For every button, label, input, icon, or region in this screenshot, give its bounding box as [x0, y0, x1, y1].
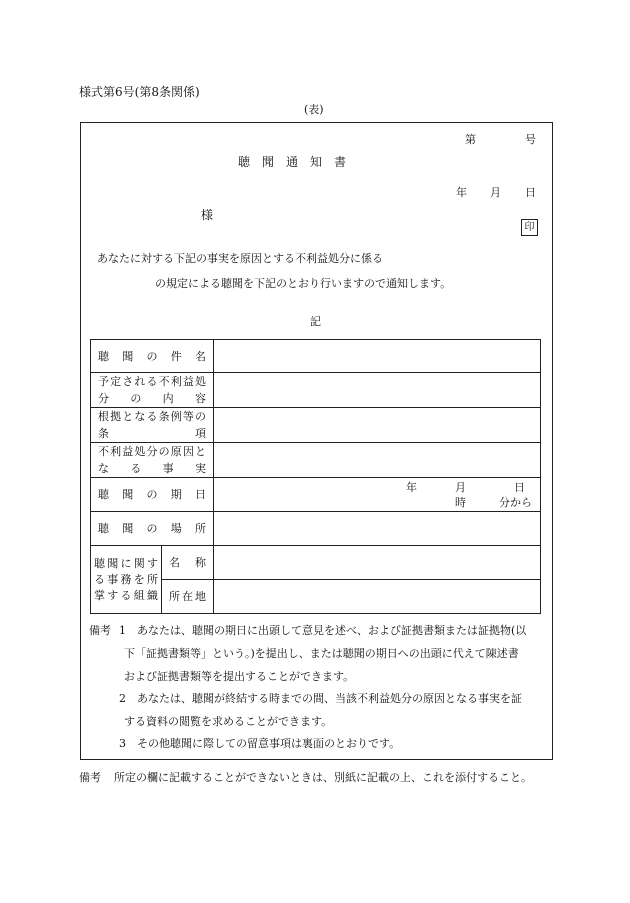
hearing-date-day: 日: [514, 481, 525, 494]
doc-number-suffix: 号: [525, 133, 536, 146]
issue-date-month: 月: [490, 186, 501, 199]
row-label-org-name: 名称: [169, 556, 206, 569]
row-label-org-address: 所在地: [169, 590, 206, 603]
value-cell-org-address: [214, 580, 541, 614]
table-row: [91, 546, 541, 580]
hearing-date-hour: 時: [455, 496, 466, 509]
table-row: [91, 373, 541, 408]
issue-date-year: 年: [456, 186, 467, 199]
hearing-date-month: 月: [455, 481, 466, 494]
note-3-number: 3: [119, 737, 126, 750]
note-1-number: 1: [119, 624, 126, 637]
value-cell-hearing-place: [214, 512, 541, 546]
note-1-line-1: あなたは、聴聞の期日に出頭して意見を述べ、および証拠書類または証拠物(以: [137, 624, 527, 637]
hearing-details-table: [90, 339, 541, 614]
hearing-date-minute: 分から: [499, 496, 532, 509]
note-2-line-1: あなたは、聴聞が終結する時までの間、当該不利益処分の原因となる事実を証: [137, 692, 522, 705]
row-label-planned-action: 予定される不利益処分の内容: [98, 375, 206, 405]
notes-heading: 備考: [89, 624, 111, 637]
note-2-line-2: する資料の閲覧を求めることができます。: [124, 715, 333, 728]
row-label-hearing-place: 聴聞の場所: [98, 522, 206, 535]
value-cell-hearing-date: [214, 478, 541, 512]
note-2-number: 2: [119, 692, 126, 705]
note-1-line-3: および証拠書類等を提出することができます。: [124, 670, 355, 683]
form-number: 様式第6号(第8条関係): [79, 85, 200, 99]
footer-note-text: 所定の欄に記載することができないときは、別紙に記載の上、これを添付すること。: [114, 771, 532, 784]
table-row: [91, 478, 541, 512]
value-cell-case: [214, 340, 541, 373]
intro-line-2: の規定による聴聞を下記のとおり行いますので通知します。: [155, 277, 452, 290]
table-row: [91, 443, 541, 478]
row-label-hearing-date: 聴聞の期日: [98, 488, 206, 501]
addressee-suffix: 様: [201, 208, 214, 222]
row-label-case: 聴聞の件名: [98, 349, 206, 363]
note-1-line-2: 下「証拠書類等」という。)を提出し、または聴聞の期日への出頭に代えて陳述書: [124, 647, 519, 660]
row-label-organization: 聴聞に関する事務を所掌する組織: [94, 556, 158, 602]
table-row: [91, 512, 541, 546]
hearing-date-year: 年: [406, 481, 417, 494]
table-row: [91, 408, 541, 443]
form-side-label: (表): [304, 103, 324, 116]
value-cell-legal-basis: [214, 408, 541, 443]
note-3-line-1: その他聴聞に際しての留意事項は裏面のとおりです。: [137, 737, 401, 750]
footer-note-heading: 備考: [79, 771, 101, 784]
value-cell-org-name: [214, 546, 541, 580]
value-cell-planned-action: [214, 373, 541, 408]
doc-number-prefix: 第: [465, 133, 476, 146]
value-cell-cause-facts: [214, 443, 541, 478]
issue-date-day: 日: [525, 186, 536, 199]
intro-line-1: あなたに対する下記の事実を原因とする不利益処分に係る: [97, 252, 383, 265]
document-title: 聴 聞 通 知 書: [238, 155, 347, 169]
row-label-cause-facts: 不利益処分の原因となる事実: [98, 445, 206, 475]
seal-mark: 印: [521, 219, 538, 236]
row-label-legal-basis: 根拠となる条例等の条項: [98, 410, 206, 440]
ki-heading: 記: [310, 315, 321, 328]
table-row: [91, 340, 541, 373]
